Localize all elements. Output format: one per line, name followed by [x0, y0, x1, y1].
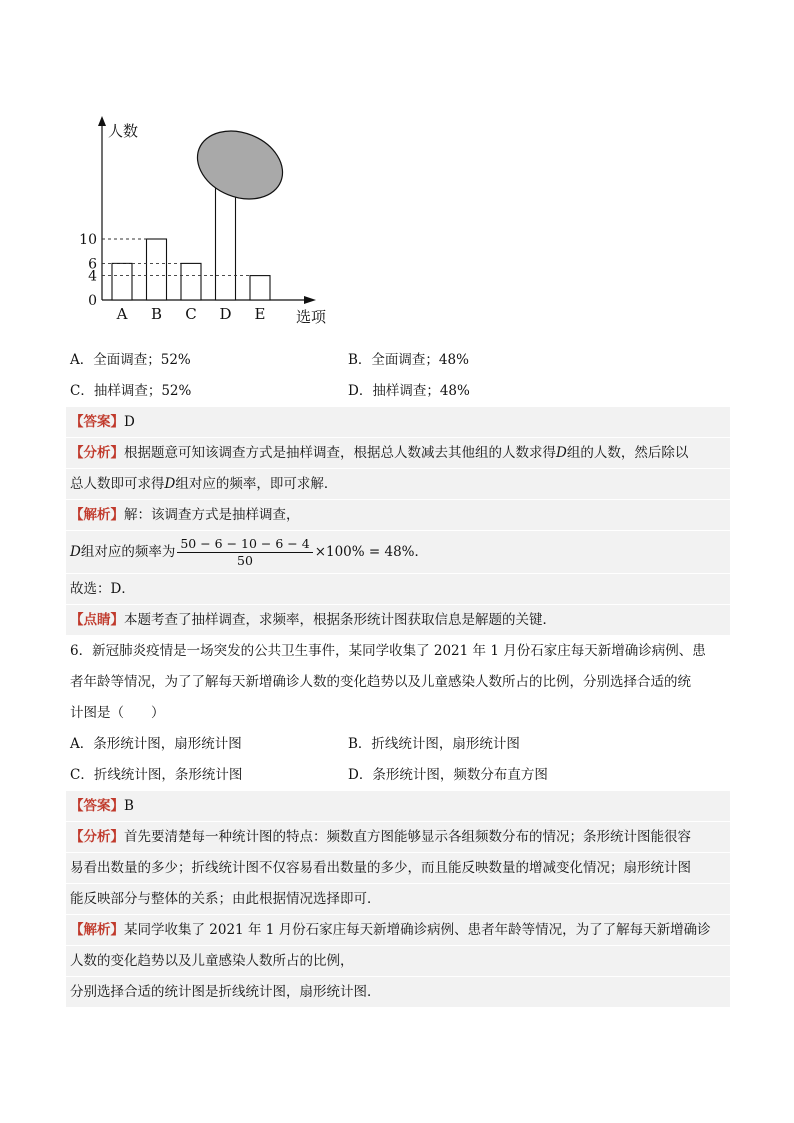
q6-stem-line-2: 者年龄等情况，为了了解每天新增确诊人数的变化趋势以及儿童感染人数所占的比例，分别选择合适的统: [70, 674, 691, 690]
analysis-text: 组对应的频率，即可求解．: [175, 476, 338, 492]
x-axis-arrow: [304, 296, 316, 304]
x-axis-label: 选项: [296, 308, 327, 326]
analysis-tag: 【分析】: [70, 829, 124, 845]
x-tick-label: D: [219, 305, 232, 323]
q6-option-b: B．折线统计图，扇形统计图: [348, 736, 520, 752]
q6-option-a: A．条形统计图，扇形统计图: [70, 736, 242, 752]
q6-analysis-line-3: 能反映部分与整体的关系；由此根据情况选择即可．: [66, 884, 730, 914]
y-axis-label: 人数: [108, 122, 139, 140]
analysis-tag: 【分析】: [70, 445, 124, 461]
answer-tag: 【答案】: [70, 414, 124, 430]
q5-solution-line-2: [66, 531, 730, 573]
bar-chart: [80, 110, 340, 330]
y-axis-arrow: [98, 116, 106, 126]
q5-comment: [66, 605, 730, 635]
q6-analysis-line-2: 易看出数量的多少；折线统计图不仅容易看出数量的多少，而且能反映数量的增减变化情况；扇形统计图: [66, 853, 730, 883]
solution-text: 组对应的频率为: [80, 544, 176, 560]
solution-tag: 【解析】: [70, 922, 124, 938]
q6-solution-line-3: 分别选择合适的统计图是折线统计图，扇形统计图．: [66, 977, 730, 1007]
q6-stem-line-1: 6．新冠肺炎疫情是一场突发的公共卫生事件，某同学收集了 2021 年 1 月份石家庄每天新增确诊病例、患: [70, 643, 706, 659]
solution-text: 解：该调查方式是抽样调查，: [124, 507, 300, 523]
q5-choose: [66, 574, 730, 604]
y-tick-label: 6: [88, 256, 97, 273]
bar-C: [181, 263, 201, 300]
fraction-numerator: 50 − 6 − 10 − 6 − 4: [177, 536, 312, 553]
q6-option-c: C．折线统计图，条形统计图: [70, 767, 243, 783]
choose-text: 故选：D．: [70, 581, 135, 597]
analysis-text: 首先要清楚每一种统计图的特点：频数直方图能够显示各组频数分布的情况；条形统计图能很容: [124, 829, 691, 845]
variable-d: D: [70, 544, 81, 560]
q6-solution-line-2: 人数的变化趋势以及儿童感染人数所占的比例，: [66, 946, 730, 976]
q5-options-row-1: [70, 345, 726, 375]
x-tick-label: B: [150, 305, 163, 323]
answer-value: D: [124, 414, 135, 430]
bar-E: [250, 276, 270, 300]
x-tick-label: E: [254, 305, 266, 323]
solution-text: 某同学收集了 2021 年 1 月份石家庄每天新增确诊病例、患者年龄等情况，为了了解每天新增确诊: [124, 922, 711, 938]
q6-solution-line-1: [66, 915, 730, 945]
variable-d: D: [556, 445, 567, 461]
y-tick-label: 10: [80, 232, 97, 248]
answer-value: B: [124, 798, 134, 814]
q5-option-a: A．全面调查；52%: [70, 352, 191, 368]
y-tick-label: 0: [88, 293, 97, 309]
comment-text: 本题考查了抽样调查，求频率，根据条形统计图获取信息是解题的关键．: [124, 612, 556, 628]
q5-analysis-line-2: [66, 469, 730, 499]
y-tick-label: 4: [88, 268, 97, 285]
bar-B: [147, 239, 167, 300]
q5-solution-line-1: [66, 500, 730, 530]
solution-text: ×100% = 48%．: [314, 544, 428, 560]
analysis-text: 组的人数，然后除以: [566, 445, 689, 461]
q5-option-d: D．抽样调查；48%: [348, 383, 470, 399]
q6-stem-line-3: 计图是（ ）: [70, 705, 165, 721]
variable-d: D: [164, 476, 176, 492]
comment-tag: 【点睛】: [70, 612, 124, 628]
q5-answer: [66, 407, 730, 437]
q5-analysis-line-1: [66, 438, 730, 468]
solution-tag: 【解析】: [70, 507, 124, 523]
bar-A: [112, 263, 132, 300]
occluder-ellipse: [187, 119, 293, 211]
q6-option-d: D．条形统计图，频数分布直方图: [348, 767, 548, 783]
q6-analysis-line-1: [66, 822, 730, 852]
x-tick-label: A: [116, 305, 128, 323]
analysis-text: 根据题意可知该调查方式是抽样调查，根据总人数减去其他组的人数求得: [124, 445, 556, 461]
fraction: [177, 536, 312, 569]
bar-chart-svg: [80, 110, 340, 330]
answer-tag: 【答案】: [70, 798, 124, 814]
analysis-text: 总人数即可求得: [70, 476, 165, 492]
q5-option-b: B．全面调查；48%: [348, 352, 469, 368]
q5-options-row-2: [70, 376, 726, 406]
q5-option-c: C．抽样调查；52%: [70, 383, 192, 399]
x-tick-label: C: [185, 305, 197, 323]
q6-options-row-2: [70, 760, 726, 790]
fraction-denominator: 50: [237, 553, 253, 568]
q6-answer: [66, 791, 730, 821]
q6-options-row-1: [70, 729, 726, 759]
